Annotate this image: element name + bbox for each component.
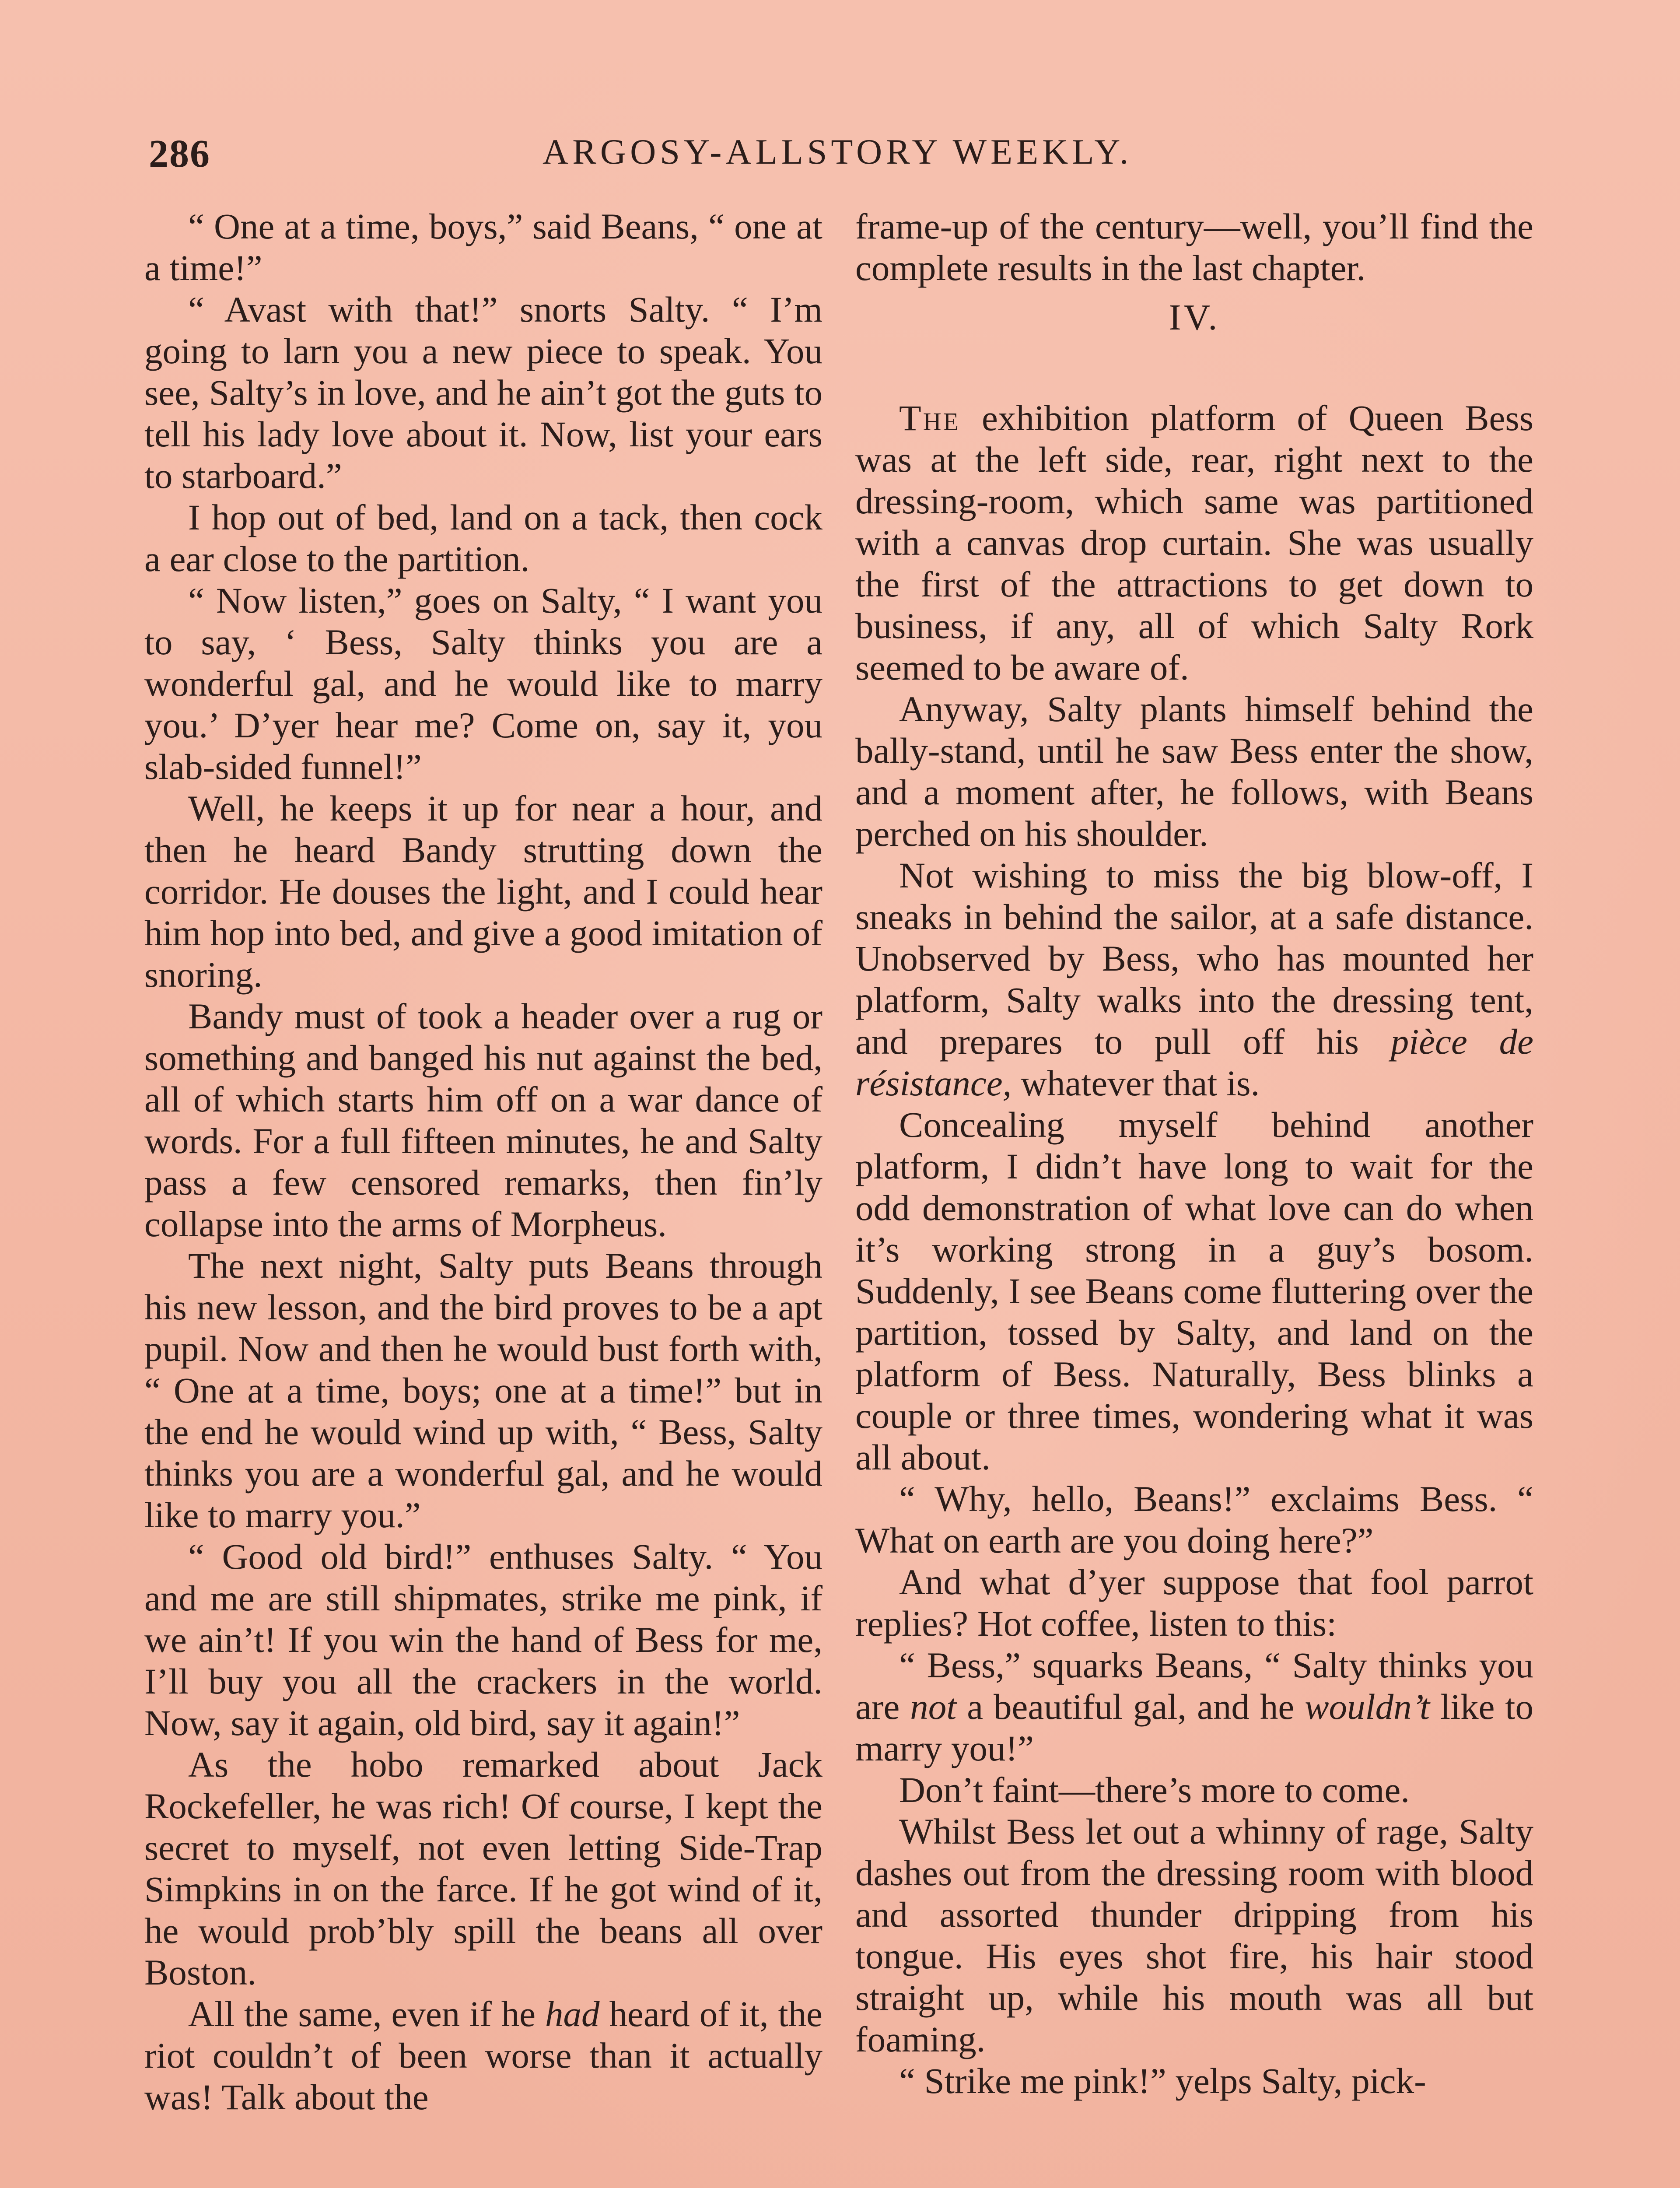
section-heading: IV. (1169, 297, 1220, 338)
text-run: like to marry you!” (855, 1687, 1533, 1768)
running-head: ARGOSY-ALLSTORY WEEKLY. (542, 132, 1133, 172)
text-run: All the same, even if he (188, 1994, 546, 2034)
paragraph: Well, he keeps it up for near a hour, and then he heard Bandy strutting down the corridor. He douses the light, and I could hear him hop into bed, and give a good imitation of snoring. (144, 788, 822, 995)
paragraph: Concealing myself behind another platform, I didn’t have long to wait for the odd demonstration of what love can do when it’s working strong in a guy’s bosom. Suddenly, I see Beans come fluttering over the partition, tossed by Salty, and land on the platform of Bess. Naturally, Bess blinks a couple or three times, wondering what it was all about. (855, 1105, 1533, 1477)
paragraph: “ Strike me pink!” yelps Salty, pick- (899, 2061, 1426, 2101)
italic-text: pièce de résistance, (855, 1021, 1533, 1103)
right-column (855, 206, 1533, 2102)
paragraph: Whilst Bess let out a whinny of rage, Salty dashes out from the dressing room with blood and assorted thunder dripping from his tongue. His eyes shot fire, his hair stood straight up, while his mouth was all but foaming. (855, 1811, 1533, 2059)
paragraph: “ Avast with that!” snorts Salty. “ I’m going to larn you a new piece to speak. You see, Salty’s in love, and he ain’t got the guts to tell his lady love about it. Now, list your ears to starboard.” (144, 289, 822, 496)
text-run: a beautiful gal, and he (956, 1687, 1305, 1727)
italic-text: had (545, 1994, 600, 2034)
paragraph: “ Good old bird!” enthuses Salty. “ You and me are still shipmates, strike me pink, if we ain’t! If you win the hand of Bess for me, I’ll buy you all the crackers in the world. Now, say it again, old bird, say it again!” (144, 1536, 822, 1743)
section-opening-paragraph (855, 397, 1533, 688)
paragraph: Anyway, Salty plants himself behind the bally-stand, until he saw Bess enter the show, and a moment after, he follows, with Beans perched on his shoulder. (855, 689, 1533, 854)
paragraph: “ Why, hello, Beans!” exclaims Bess. “ What on earth are you doing here?” (855, 1479, 1533, 1560)
text-run: whatever that is. (1012, 1063, 1260, 1103)
continued-paragraph: frame-up of the century—well, you’ll find the complete results in the last chapter. (855, 206, 1533, 288)
paragraph: Bandy must of took a header over a rug or something and banged his nut against the bed, all of which starts him off on a war dance of words. For a full fifteen minutes, he and Salty pass a few censored remarks, then fin’ly collapse into the arms of Morpheus. (144, 996, 822, 1244)
paragraph: I hop out of bed, land on a tack, then cock a ear close to the partition. (144, 497, 822, 579)
left-column (144, 206, 822, 2118)
italic-text: not (910, 1687, 957, 1727)
page-number: 286 (149, 132, 210, 175)
paragraph: Don’t faint—there’s more to come. (899, 1770, 1410, 1810)
italic-text: wouldn’t (1305, 1687, 1430, 1727)
text-run: Not wishing to miss the big blow-off, I sneaks in behind the sailor, at a safe distance. Unobserved by Bess, who has mounted her platform, Salty walks into the dressing tent, and prepares to pull off his (855, 855, 1533, 1062)
text-run: exhibition platform of Queen Bess was at the left side, rear, right next to the dressing-room, which same was partitioned with a canvas drop curtain. She was usually the first of the attractions to get down to business, if any, all of which Salty Rork seemed to be aware of. (855, 398, 1533, 687)
paragraph: As the hobo remarked about Jack Rockefeller, he was rich! Of course, I kept the secret to myself, not even letting Side-Trap Simpkins in on the farce. If he got wind of it, he would prob’bly spill the beans all over Boston. (144, 1744, 822, 1992)
page-header (149, 131, 1549, 184)
text-run: heard of it, the riot couldn’t of been worse than it actually was! Talk about the (144, 1994, 822, 2117)
paragraph (855, 1645, 1533, 1769)
paragraph-last (144, 1993, 822, 2118)
text-run: “ Bess,” squarks Beans, “ Salty thinks you are (855, 1645, 1533, 1727)
paragraph: And what d’yer suppose that fool parrot replies? Hot coffee, listen to this: (855, 1562, 1533, 1644)
paragraph: “ One at a time, boys,” said Beans, “ one at a time!” (144, 206, 822, 288)
paragraph (855, 855, 1533, 1104)
paragraph: “ Now listen,” goes on Salty, “ I want you to say, ‘ Bess, Salty thinks you are a wonderful gal, and he would like to marry you.’ D’yer hear me? Come on, say it, you slab-sided funnel!” (144, 580, 822, 787)
paragraph: The next night, Salty puts Beans through his new lesson, and the bird proves to be a apt pupil. Now and then he would bust forth with, “ One at a time, boys; one at a time!” but in the end he would wind up with, “ Bess, Salty thinks you are a wonderful gal, and he would like to marry you.” (144, 1245, 822, 1535)
smallcap-lead: The (899, 398, 961, 438)
